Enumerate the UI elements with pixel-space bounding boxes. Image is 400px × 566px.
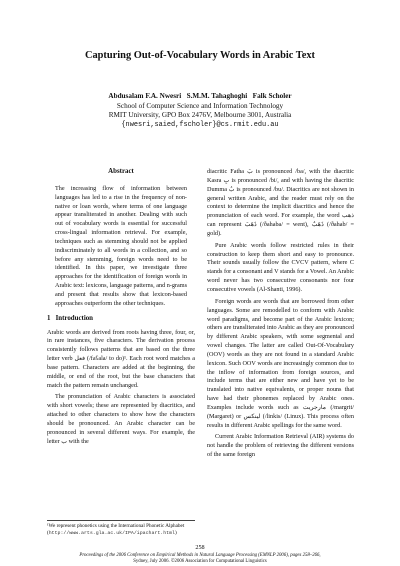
right-column [207,168,354,463]
right-paragraph-3: Foreign words are words that are borrowed from other languages. Some are remodelled to conform with Arabic word paradigms, and become part of the Arabic lexicon; others are transliterated into Arabic as they are pronounced by different Arabic speakers, with some segmental and vowel changes. The latter are called Out-Of-Vocabulary (OOV) words as they are not found in a standard Arabic lexicon. Such OOV words are increasingly common due to the inflow of information from foreign sources, and include terms that are either new and have yet to be translated into native equivalents, or proper nouns that have had their phonemes replaced by Arabic ones. Examples include words such as مارجريت (/margrit/ (Margaret) or لينكس (/linkis/ (Linux). This process often results in different Arabic spellings for the same word. [207,297,354,429]
emails: {nwesri,saied,fscholer}@cs.rmit.edu.au [121,120,279,129]
abstract-text [47,185,195,309]
footnote [47,520,195,537]
proceedings-line-1: Proceedings of the 2006 Conference on Empirical Methods in Natural Language Processing (EMNLP 2006), pages 258–266, [79,553,321,558]
paper-title: Capturing Out-of-Vocabulary Words in Arabic Text [84,50,316,61]
author-block [0,92,400,130]
right-paragraph-2: Pure Arabic words follow restricted rules in their construction to keep them short and easy to pronounce. Their sounds usually follow the CVCV pattern, where C stands for a consonant and V stands for a Vowel. An Arabic word never has two consecutive consonants nor four consecutive vowels (Al-Shanti, 1996). [207,241,354,293]
footnote-end: ) [174,529,177,536]
abstract-heading: Abstract [108,168,134,175]
footnote-url[interactable]: http://www.arts.gla.ac.uk/IPA/ipachart.html [48,530,175,536]
right-paragraph-4: Current Arabic Information Retrieval (AIR) systems do not handle the problem of retrieving the different versions of the same foreign [207,433,354,459]
proceedings-line-2: Sydney, July 2006. ©2006 Association for Computational Linguistics [133,559,267,564]
right-paragraph-1: diacritic Fatha بَ is pronounced /ba/, with the diacritic Kasra بِ is pronounced /bi/, and with having the diacritic Dumma بُ is pronounced /bu/. Diacritics are not shown in general written Arabic, and the reader must rely on the context to determine the implicit diacritics and hence the pronunciation of each word. For example, the word ذهب can represent ذَهَبَ (/ðahaba/ = went), ذَهَبٌ (/ðahab/ = gold). [207,168,355,237]
author-names: Abdusalam F.A. Nwesri S.M.M. Tahaghoghi Falk Scholer [108,92,292,100]
left-column [47,168,195,449]
page-number: 258 [195,544,205,551]
footnote-text: ¹We represent phonetics using the International Phonetic Alphabet ( [47,523,185,536]
affiliation: School of Computer Science and Information Technology [116,101,284,110]
address: RMIT University, GPO Box 2476V, Melbourne 3001, Australia [108,111,292,120]
proceedings-footer [20,553,380,565]
abstract-paragraph: The increasing flow of information between languages has led to a rise in the frequency of non-native or loan words, where terms of one language appear transliterated in another. Dealing with such out of vocabulary words is essential for successful cross-lingual information retrieval. For example, techniques such as stemming should not be applied indiscriminately to all words in a collection, and so before any stemming, foreign words need to be identified. In this paper, we investigate three approaches for the identification of foreign words in Arabic text: lexicons, language patterns, and n-grams and present that results show that lexicon-based approaches outperform the other techniques. [55,184,187,307]
intro-paragraph-2: The pronunciation of Arabic characters is associated with short vowels; these are represented by diacritics, and attached to other characters to show how the characters should be pronounced. An Arabic character can be pronounced in several different ways. For example, the letter ب with the [47,393,195,445]
section-heading-introduction: 1 Introduction [47,314,94,322]
intro-paragraph-1: Arabic words are derived from roots having three, four, or, in rare instances, five characters. The derivation process consistently follows patterns that are based on the three letter verb فعل (/faʕala/ to do)¹. Each root word matches a base pattern. Characters are added at the beginning, the middle, or end of the root, but the base characters that match the pattern remain unchanged. [47,328,195,389]
